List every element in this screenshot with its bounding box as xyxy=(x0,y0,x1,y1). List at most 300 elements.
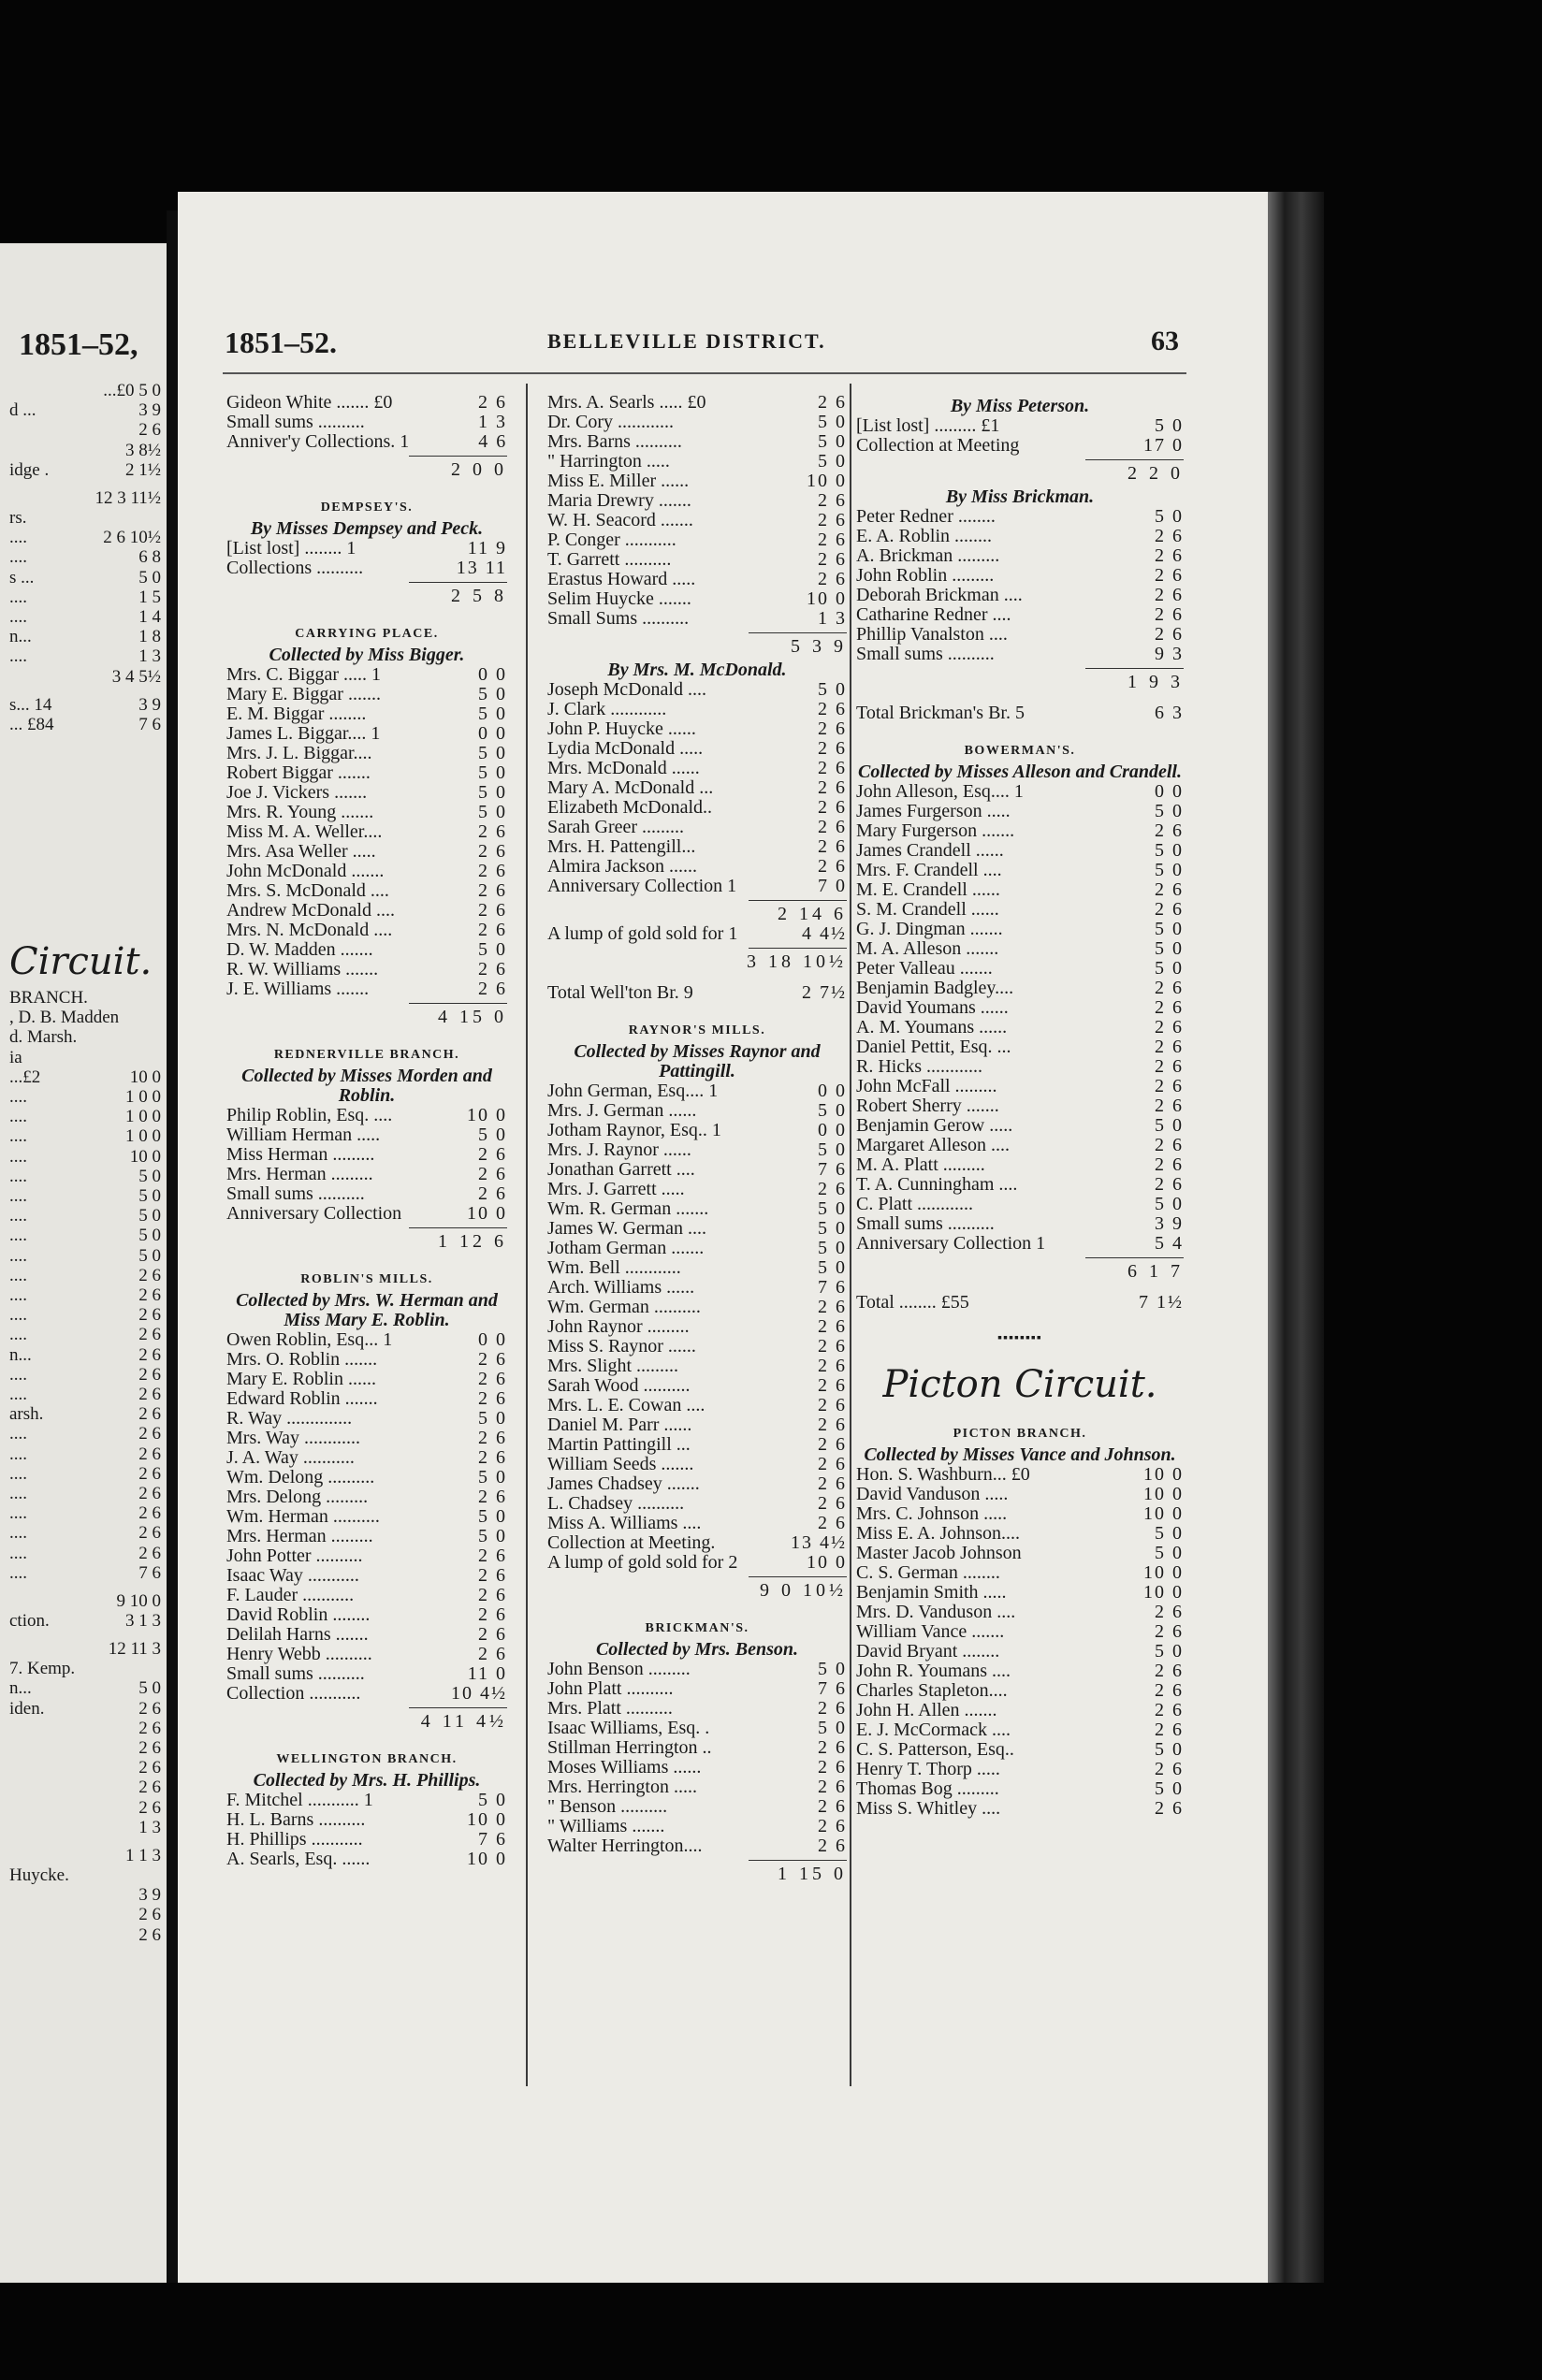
entry-name: John German, Esq.... 1 xyxy=(547,1081,719,1101)
collector-line: Collected by Misses Raynor and Pattingill. xyxy=(574,1041,821,1081)
entry-amount: 10 0 xyxy=(467,1809,507,1830)
list-item xyxy=(856,1642,1184,1662)
list-item xyxy=(226,744,507,763)
fragment-line xyxy=(0,1640,167,1658)
subtotal: 2 5 8 xyxy=(451,586,507,606)
fragment-text: ...£2 xyxy=(9,1067,41,1087)
entry-amount: 2 6 xyxy=(818,490,847,511)
entry-amount: 10 0 xyxy=(1143,1464,1184,1485)
fragment-line xyxy=(0,1819,167,1836)
list-item xyxy=(226,665,507,685)
entry-amount: 3 9 xyxy=(1155,1213,1184,1234)
list-item xyxy=(856,900,1184,920)
list-item xyxy=(226,1566,507,1586)
list-item xyxy=(856,1760,1184,1779)
entry-name: Mrs. C. Biggar ..... 1 xyxy=(226,664,381,685)
list-item xyxy=(226,1810,507,1830)
entry-name: Martin Pattingill ... xyxy=(547,1434,691,1455)
entry-amount: 2 6 xyxy=(818,1415,847,1435)
entry-amount: 2 6 xyxy=(818,1375,847,1396)
fragment-amount: 3 8½ xyxy=(125,440,161,460)
entry-name: Mrs. Herrington ..... xyxy=(547,1777,697,1797)
fragment-text: .... xyxy=(9,1463,27,1484)
fragment-text: .... xyxy=(9,646,27,667)
entry-name: E. M. Biggar ........ xyxy=(226,704,367,724)
list-item xyxy=(226,685,507,704)
fragment-text: .... xyxy=(9,607,27,627)
fragment-line xyxy=(0,548,167,566)
entry-name: Mrs. C. Johnson ..... xyxy=(856,1503,1008,1524)
entry-amount: 2 6 xyxy=(478,920,507,940)
fragment-amount: 2 6 10½ xyxy=(103,528,161,548)
entry-amount: 2 6 xyxy=(818,1434,847,1455)
entry-amount: 5 0 xyxy=(478,762,507,783)
entry-name: Wm. Bell ............ xyxy=(547,1257,681,1278)
list-item xyxy=(856,821,1184,841)
entry-amount: 5 0 xyxy=(1155,1115,1184,1136)
entry-name: David Vanduson ..... xyxy=(856,1484,1009,1504)
list-item xyxy=(547,1219,847,1239)
list-item xyxy=(226,1850,507,1869)
list-item xyxy=(856,1779,1184,1799)
list-item xyxy=(226,1507,507,1527)
fragment-amount: 2 6 xyxy=(138,1778,161,1798)
list-item xyxy=(226,1684,507,1704)
entry-amount: 2 6 xyxy=(818,699,847,719)
list-item xyxy=(856,1701,1184,1720)
entry-amount: 5 0 xyxy=(1155,506,1184,527)
list-item xyxy=(547,719,847,739)
entry-amount: 5 0 xyxy=(1155,938,1184,959)
subtotal: 2 2 0 xyxy=(1127,463,1184,484)
entry-name: Robert Biggar ....... xyxy=(226,762,371,783)
list-item xyxy=(547,680,847,700)
fragment-text: .... xyxy=(9,1245,27,1266)
book-spine xyxy=(1268,192,1324,2283)
entry-amount: 2 6 xyxy=(478,1428,507,1448)
entry-name: Erastus Howard ..... xyxy=(547,569,696,589)
entry-amount: 2 6 xyxy=(478,880,507,901)
list-item xyxy=(547,924,847,944)
fragment-amount: 7 6 xyxy=(138,714,161,734)
list-item xyxy=(856,1018,1184,1038)
fragment-text: ... £84 xyxy=(9,714,54,734)
fragment-amount: ...£0 5 0 xyxy=(103,381,161,400)
list-item xyxy=(856,1096,1184,1116)
fragment-text: .... xyxy=(9,528,27,548)
list-item xyxy=(856,1504,1184,1524)
list-item xyxy=(226,822,507,842)
entry-amount: 2 6 xyxy=(818,1816,847,1836)
fragment-text: 7. Kemp. xyxy=(9,1659,76,1679)
subtotal: 1 9 3 xyxy=(1127,672,1184,692)
ornament-divider xyxy=(856,1331,1184,1346)
list-item xyxy=(547,550,847,570)
fragment-text: .... xyxy=(9,1146,27,1167)
entry-name: John Alleson, Esq.... 1 xyxy=(856,781,1024,802)
list-item xyxy=(856,1563,1184,1583)
entry-name: Jotham German ....... xyxy=(547,1238,705,1258)
entry-amount: 2 6 xyxy=(478,861,507,881)
entry-name: Margaret Alleson .... xyxy=(856,1135,1011,1155)
entry-amount: 5 0 xyxy=(478,1125,507,1145)
fragment-line xyxy=(0,1207,167,1225)
entry-amount: 5 0 xyxy=(1155,1523,1184,1544)
entry-amount: 10 0 xyxy=(1143,1484,1184,1504)
entry-name: John R. Youmans .... xyxy=(856,1661,1011,1681)
entry-amount: 5 0 xyxy=(1155,1739,1184,1760)
fragment-text: BRANCH. xyxy=(9,988,88,1008)
entry-name: Stillman Herrington .. xyxy=(547,1737,712,1758)
list-item xyxy=(856,979,1184,998)
fragment-text: s ... xyxy=(9,567,35,588)
list-item xyxy=(547,1337,847,1357)
entry-amount: 0 0 xyxy=(1155,781,1184,802)
entry-name: G. J. Dingman ....... xyxy=(856,919,1003,939)
entry-amount: 2 6 xyxy=(1155,1798,1184,1819)
entry-amount: 13 11 xyxy=(456,558,507,578)
list-item xyxy=(547,413,847,432)
entry-name: M. A. Platt ......... xyxy=(856,1154,985,1175)
list-item xyxy=(856,998,1184,1018)
total-rule xyxy=(749,1860,847,1861)
fragment-text: .... xyxy=(9,1385,27,1404)
list-item xyxy=(856,1136,1184,1155)
fragment-amount: 2 6 xyxy=(138,1543,161,1563)
entry-name: Thomas Bog ......... xyxy=(856,1778,999,1799)
list-item xyxy=(856,625,1184,645)
list-item xyxy=(226,1184,507,1204)
list-item xyxy=(856,1799,1184,1819)
entry-amount: 5 0 xyxy=(818,451,847,472)
entry-amount: 4 4½ xyxy=(802,923,847,944)
list-item xyxy=(856,1175,1184,1195)
fragment-amount: 2 6 xyxy=(138,1404,161,1425)
fragment-text: ia xyxy=(9,1047,22,1067)
page-number: 63 xyxy=(1151,326,1179,356)
entry-name: Miss Herman ......... xyxy=(226,1144,375,1165)
entry-name: Mrs. A. Searls ..... £0 xyxy=(547,392,706,413)
fragment-amount: 12 11 3 xyxy=(108,1639,161,1659)
fragment-line xyxy=(0,1088,167,1106)
entry-name: Mrs. Platt .......... xyxy=(547,1698,673,1719)
entry-name: William Vance ....... xyxy=(856,1621,1005,1642)
list-item xyxy=(547,1199,847,1219)
entry-name: David Youmans ...... xyxy=(856,997,1009,1018)
entry-name: H. L. Barns .......... xyxy=(226,1809,366,1830)
list-item xyxy=(856,1662,1184,1681)
entry-name: Philip Roblin, Esq. .... xyxy=(226,1105,393,1125)
fragment-line xyxy=(0,1465,167,1483)
fragment-text: .... xyxy=(9,1226,27,1246)
entry-amount: 5 0 xyxy=(478,704,507,724)
entry-name: John McFall ......... xyxy=(856,1076,997,1096)
list-item xyxy=(547,1778,847,1797)
list-item xyxy=(547,452,847,472)
collector-line: Collected by Misses Vance and Johnson. xyxy=(864,1444,1176,1465)
list-item xyxy=(856,1622,1184,1642)
fragment-amount: 9 10 0 xyxy=(116,1590,161,1611)
list-item xyxy=(547,1553,847,1573)
entry-name: Miss E. A. Johnson.... xyxy=(856,1523,1021,1544)
entry-amount: 10 0 xyxy=(807,1552,847,1573)
subtotal: 2 14 6 xyxy=(778,904,847,924)
list-item xyxy=(226,1448,507,1468)
entry-amount: 2 6 xyxy=(1155,1056,1184,1077)
list-item xyxy=(856,1603,1184,1622)
fragment-text: .... xyxy=(9,1285,27,1305)
entry-amount: 7 6 xyxy=(818,1277,847,1298)
fragment-amount: 7 6 xyxy=(138,1562,161,1583)
entry-name: Mrs. J. Garrett ..... xyxy=(547,1179,685,1199)
fragment-line xyxy=(0,1592,167,1610)
list-item xyxy=(856,645,1184,664)
fragment-amount: 5 0 xyxy=(138,1678,161,1699)
entry-amount: 10 0 xyxy=(1143,1562,1184,1583)
total-rule xyxy=(1085,459,1184,460)
fragment-line xyxy=(0,1366,167,1384)
fragment-line xyxy=(0,1326,167,1343)
fragment-line xyxy=(0,1679,167,1697)
entry-name: Charles Stapleton.... xyxy=(856,1680,1008,1701)
entry-amount: 2 6 xyxy=(818,1454,847,1474)
entry-amount: 2 6 xyxy=(478,1565,507,1586)
entry-amount: 2 6 xyxy=(1155,1661,1184,1681)
list-item xyxy=(856,1038,1184,1057)
fragment-line xyxy=(0,1187,167,1205)
entry-amount: 2 6 xyxy=(818,836,847,857)
list-item xyxy=(547,1396,847,1415)
entry-name: F. Mitchel ........... 1 xyxy=(226,1790,373,1810)
fragment-amount: 2 6 xyxy=(138,1738,161,1758)
entry-name: Sarah Wood .......... xyxy=(547,1375,691,1396)
entry-name: E. A. Roblin ........ xyxy=(856,526,993,546)
entry-name: Mrs. H. Pattengill... xyxy=(547,836,696,857)
list-item xyxy=(226,1546,507,1566)
list-item xyxy=(226,539,507,559)
list-item xyxy=(856,1485,1184,1504)
section-heading: WELLINGTON BRANCH. xyxy=(276,1752,458,1766)
entry-amount: 10 0 xyxy=(807,471,847,491)
list-item xyxy=(226,1605,507,1625)
entry-amount: 2 6 xyxy=(818,856,847,877)
fragment-text: n... xyxy=(9,1344,32,1365)
entry-amount: 2 6 xyxy=(1155,820,1184,841)
entry-name: Wm. Delong .......... xyxy=(226,1467,375,1488)
entry-amount: 5 0 xyxy=(1155,415,1184,436)
entry-amount: 2 6 xyxy=(818,1297,847,1317)
fragment-line xyxy=(0,1386,167,1403)
entry-name: Mrs. R. Young ....... xyxy=(226,802,374,822)
fragment-text: .... xyxy=(9,1206,27,1226)
list-item xyxy=(547,700,847,719)
subtotal: 4 15 0 xyxy=(438,1007,507,1027)
entry-name: Miss M. A. Weller.... xyxy=(226,821,383,842)
entry-amount: 2 6 xyxy=(1155,1720,1184,1740)
circuit-title: Picton Circuit. xyxy=(882,1363,1157,1406)
list-item xyxy=(226,432,507,452)
entry-name: R. Way .............. xyxy=(226,1408,353,1429)
entry-amount: 2 6 xyxy=(818,1316,847,1337)
entry-amount: 5 0 xyxy=(478,1408,507,1429)
entry-amount: 2 6 xyxy=(478,1624,507,1645)
entry-amount: 2 6 xyxy=(1155,899,1184,920)
entry-name: Gideon White ....... £0 xyxy=(226,392,393,413)
fragment-amount: 2 6 xyxy=(138,1523,161,1544)
list-item xyxy=(547,432,847,452)
entry-amount: 2 6 xyxy=(478,1447,507,1468)
entry-name: Anniversary Collection 1 xyxy=(856,1233,1046,1254)
entry-name: Henry Webb .......... xyxy=(226,1644,372,1664)
list-item xyxy=(856,1293,1184,1313)
fragment-line xyxy=(0,716,167,733)
section-heading: ROBLIN'S MILLS. xyxy=(300,1272,433,1286)
section-heading: REDNERVILLE BRANCH. xyxy=(273,1048,460,1062)
list-item xyxy=(226,881,507,901)
entry-name: Mrs. McDonald ...... xyxy=(547,758,700,778)
collector-line: Collected by Misses Alleson and Crandell. xyxy=(858,762,1182,782)
fragment-amount: 2 6 xyxy=(138,1698,161,1719)
list-item xyxy=(856,1077,1184,1096)
entry-name: Joe J. Vickers ....... xyxy=(226,782,368,803)
list-item xyxy=(856,782,1184,802)
fragment-text: .... xyxy=(9,1444,27,1464)
fragment-line xyxy=(0,1660,167,1677)
total-rule xyxy=(749,1576,847,1577)
fragment-amount: 2 6 xyxy=(138,1484,161,1503)
entry-name: C. Platt ............ xyxy=(856,1194,974,1214)
entry-amount: 0 0 xyxy=(818,1120,847,1140)
entry-name: C. S. Patterson, Esq.. xyxy=(856,1739,1014,1760)
list-item xyxy=(226,1165,507,1184)
list-item xyxy=(226,704,507,724)
list-item xyxy=(856,1214,1184,1234)
fragment-line xyxy=(0,1739,167,1757)
entry-amount: 2 6 xyxy=(818,718,847,739)
list-item xyxy=(547,1514,847,1533)
entry-amount: 5 0 xyxy=(478,1506,507,1527)
list-item xyxy=(226,393,507,413)
list-item xyxy=(226,1350,507,1370)
fragment-text: .... xyxy=(9,1325,27,1345)
entry-name: J. Clark ............ xyxy=(547,699,667,719)
collector-line: By Mrs. M. McDonald. xyxy=(607,660,787,680)
list-item xyxy=(547,1081,847,1101)
entry-name: Mrs. J. Raynor ...... xyxy=(547,1139,691,1160)
fragment-line xyxy=(0,628,167,646)
fragment-amount: 2 6 xyxy=(138,1797,161,1818)
fragment-line xyxy=(0,1247,167,1265)
list-item xyxy=(547,511,847,530)
list-item xyxy=(856,1465,1184,1485)
list-item xyxy=(226,1791,507,1810)
entry-name: Mrs. O. Roblin ....... xyxy=(226,1349,378,1370)
entry-name: " Harrington ..... xyxy=(547,451,670,472)
list-item xyxy=(547,877,847,896)
page-title: BELLEVILLE DISTRICT. xyxy=(547,329,826,353)
entry-name: Total ........ £55 xyxy=(856,1292,969,1313)
entry-name: Peter Valleau ....... xyxy=(856,958,993,979)
list-item xyxy=(856,841,1184,861)
list-item xyxy=(547,1836,847,1856)
fragment-amount: 2 6 xyxy=(138,1325,161,1345)
list-item xyxy=(547,983,847,1003)
fragment-line xyxy=(0,1009,167,1026)
entry-name: A. Searls, Esq. ...... xyxy=(226,1849,371,1869)
entry-amount: 2 6 xyxy=(1155,879,1184,900)
entry-amount: 2 6 xyxy=(818,1356,847,1376)
entry-name: Daniel M. Parr ...... xyxy=(547,1415,692,1435)
list-item xyxy=(547,1494,847,1514)
fragment-text: .... xyxy=(9,1107,27,1127)
fragment-text: ction. xyxy=(9,1611,50,1631)
entry-amount: 2 6 xyxy=(1155,565,1184,586)
entry-name: James Crandell ...... xyxy=(856,840,1004,861)
fragment-amount: 2 6 xyxy=(138,1424,161,1444)
entry-amount: 5 0 xyxy=(1155,860,1184,880)
fragment-line xyxy=(0,1799,167,1817)
subtotal: 1 12 6 xyxy=(438,1231,507,1252)
entry-amount: 5 0 xyxy=(818,1718,847,1738)
entry-name: Mary Furgerson ....... xyxy=(856,820,1015,841)
fragment-text: .... xyxy=(9,1087,27,1107)
entry-name: M. E. Crandell ...... xyxy=(856,879,1000,900)
entry-amount: 2 6 xyxy=(1155,978,1184,998)
fragment-amount: 2 1½ xyxy=(125,459,161,480)
entry-amount: 5 0 xyxy=(478,1790,507,1810)
fragment-amount: 5 0 xyxy=(138,1226,161,1246)
entry-name: James W. German .... xyxy=(547,1218,706,1239)
list-item xyxy=(547,1817,847,1836)
list-item xyxy=(226,842,507,862)
fragment-text: .... xyxy=(9,1562,27,1583)
entry-name: William Herman ..... xyxy=(226,1125,381,1145)
book-page xyxy=(178,192,1268,2283)
entry-amount: 1 3 xyxy=(818,608,847,629)
fragment-amount: 2 6 xyxy=(138,1718,161,1738)
list-item xyxy=(856,566,1184,586)
entry-amount: 5 0 xyxy=(1155,1641,1184,1662)
entry-name: Walter Herrington.... xyxy=(547,1836,703,1856)
entry-amount: 2 6 xyxy=(818,530,847,550)
list-item xyxy=(547,1435,847,1455)
fragment-line xyxy=(0,1346,167,1364)
entry-name: Mary E. Biggar ....... xyxy=(226,684,381,704)
list-item xyxy=(547,1797,847,1817)
entry-amount: 5 0 xyxy=(478,743,507,763)
fragment-amount: 3 4 5½ xyxy=(111,666,161,687)
list-item xyxy=(856,939,1184,959)
entry-amount: 2 6 xyxy=(1155,604,1184,625)
list-item xyxy=(856,1116,1184,1136)
fragment-line xyxy=(0,1068,167,1086)
list-item xyxy=(856,507,1184,527)
fragment-text: .... xyxy=(9,1166,27,1186)
entry-amount: 10 0 xyxy=(1143,1503,1184,1524)
column-2 xyxy=(547,393,847,1884)
fragment-line xyxy=(0,1405,167,1423)
fragment-line xyxy=(0,489,167,507)
list-item xyxy=(856,1195,1184,1214)
entry-name: Wm. German .......... xyxy=(547,1297,701,1317)
entry-name: D. W. Madden ....... xyxy=(226,939,373,960)
list-item xyxy=(856,959,1184,979)
fragment-text: .... xyxy=(9,1484,27,1503)
entry-name: Benjamin Smith ..... xyxy=(856,1582,1007,1603)
fragment-line xyxy=(0,1028,167,1046)
fragment-text: .... xyxy=(9,1503,27,1524)
list-item xyxy=(547,857,847,877)
